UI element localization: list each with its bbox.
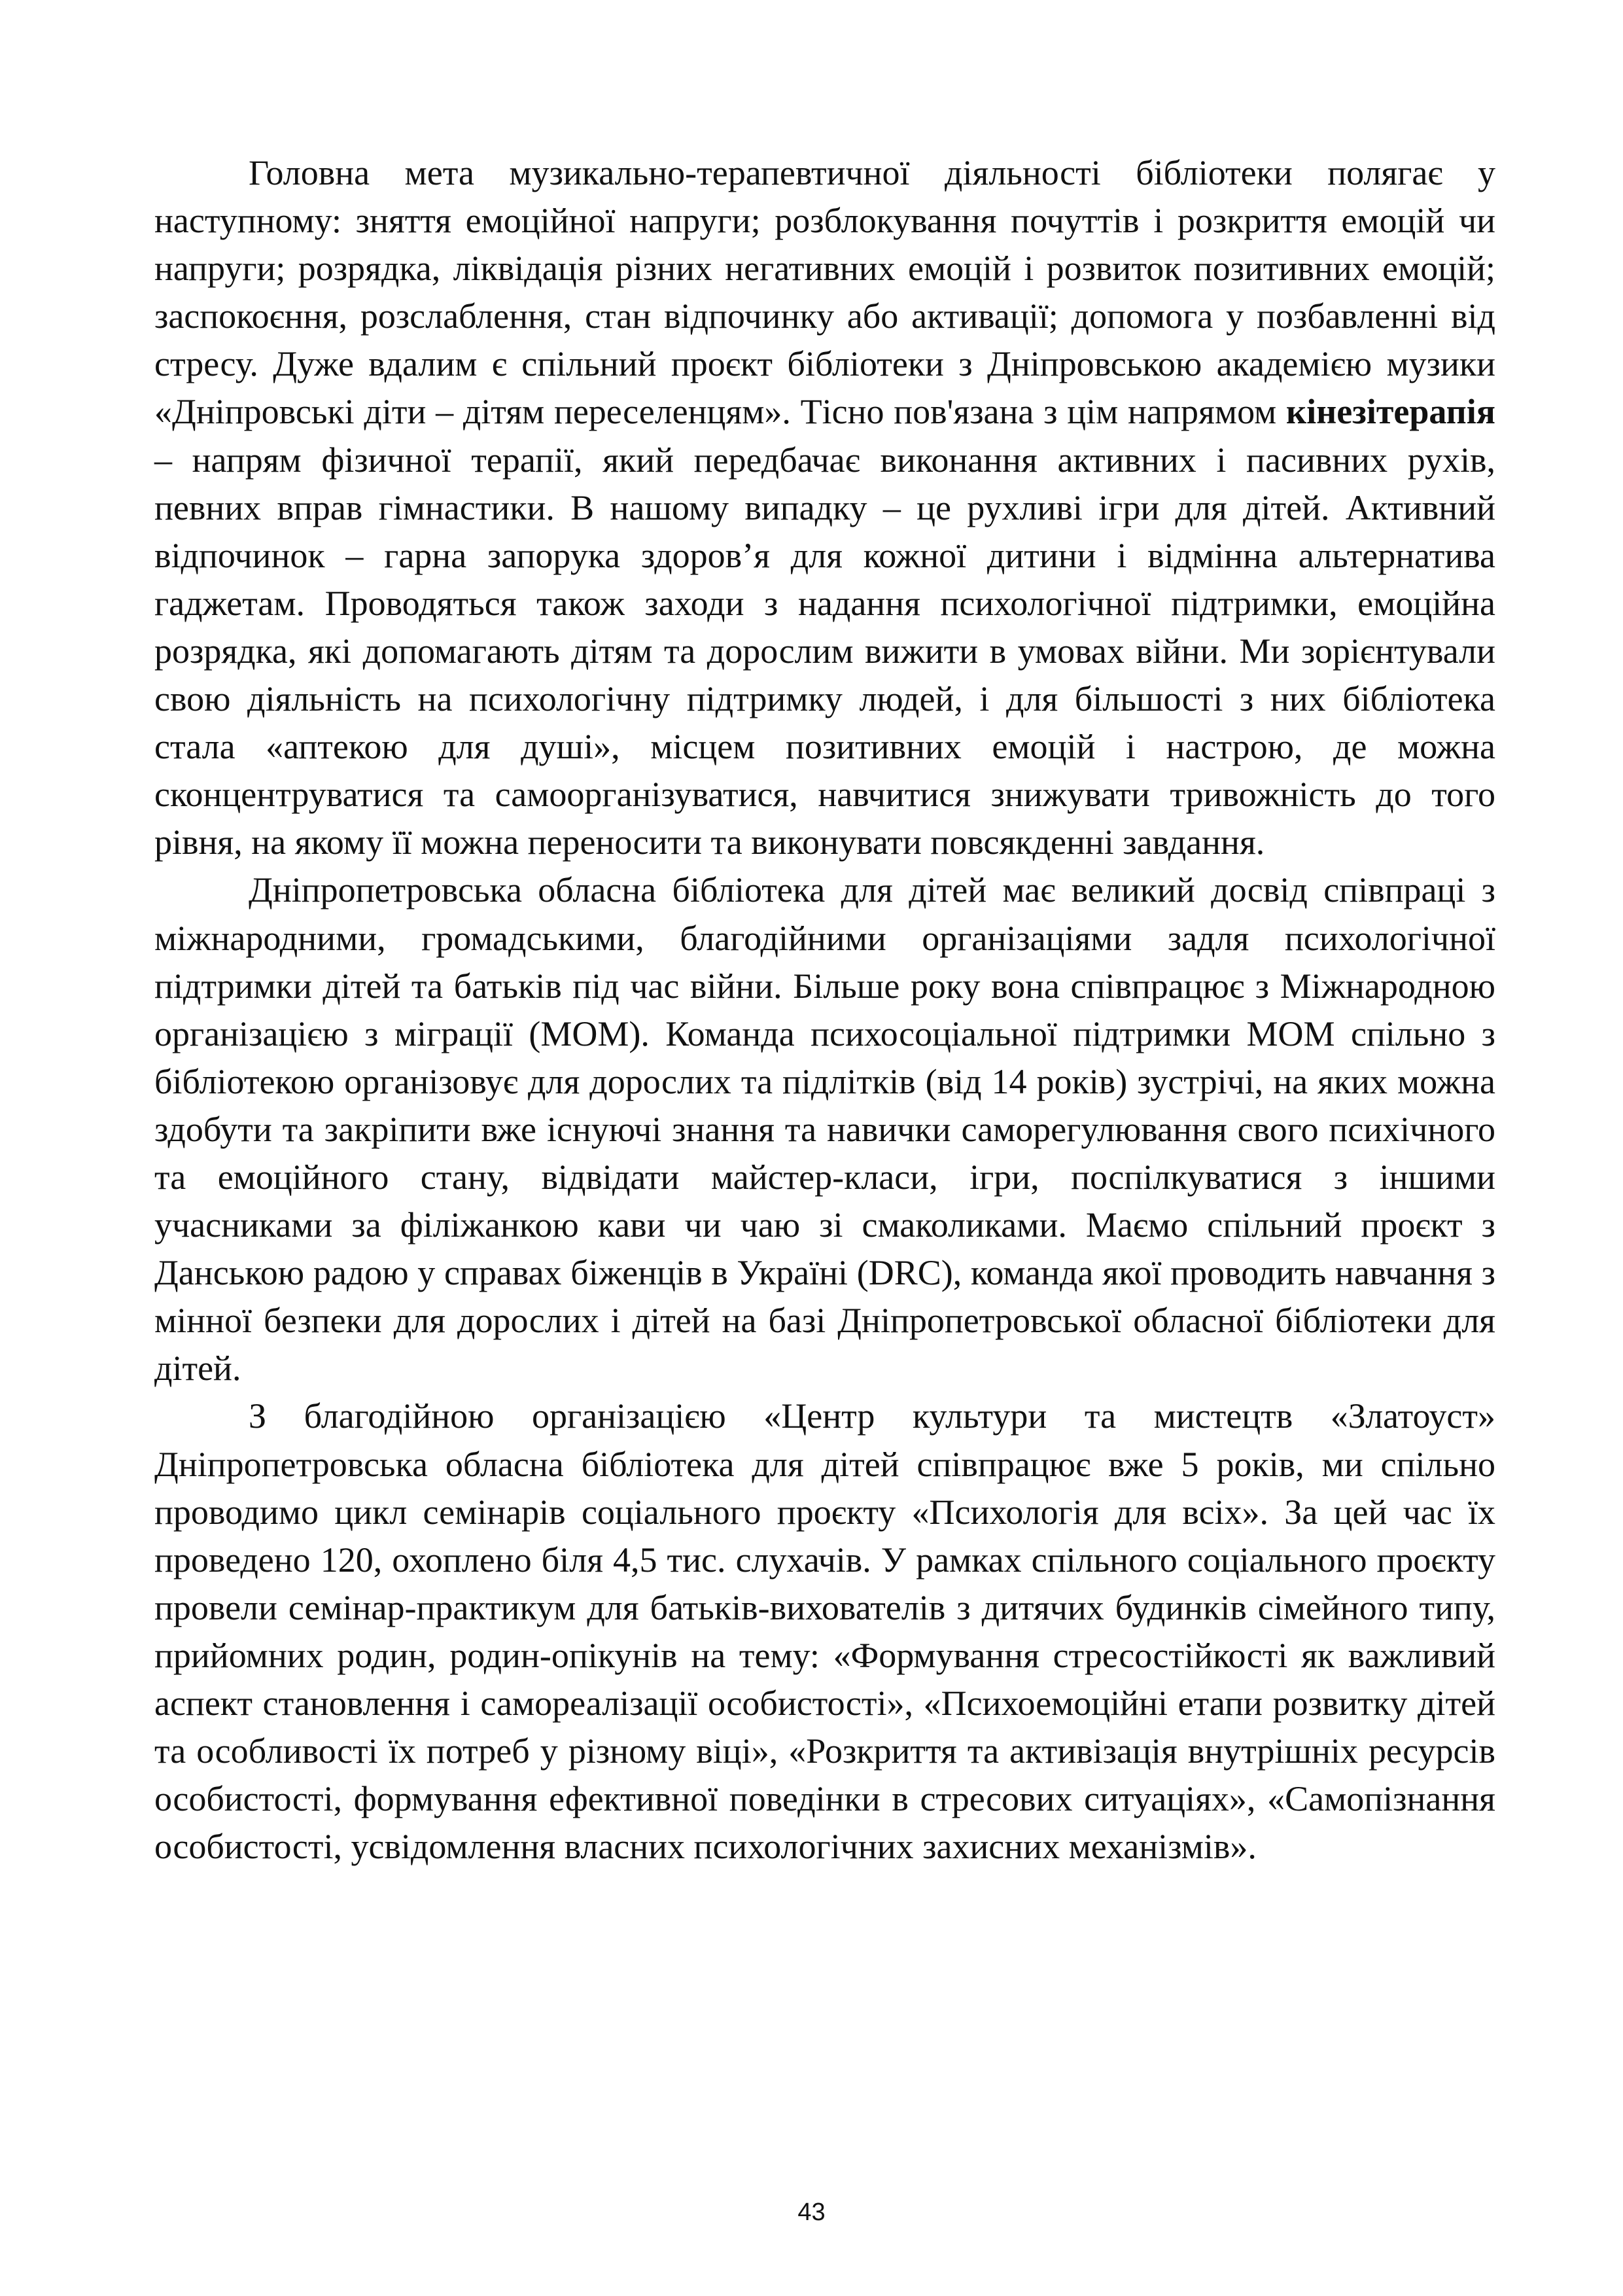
paragraph-text: – напрям фізичної терапії, який передбачає виконання активних і пасивних рухів, певних вправ гімнастики. В нашому випадку – це рухливі ігри для дітей. Активний відпочинок – гарна запорука здоров’я для кожної дитини і відмінна альтернатива гаджетам. Проводяться також заходи з надання психологічної підтримки, емоційна розрядка, які допомагають дітям та дорослим вижити в умовах війни. Ми зорієнтували свою діяльність на психологічну підтримку людей, і для більшості з них бібліотека стала «аптекою для душі», місцем позитивних емоцій і настрою, де можна сконцентруватися та самоорганізуватися, навчитися знижувати тривожність до того рівня, на якому її можна переносити та виконувати повсякденні завдання.: [154, 440, 1495, 862]
paragraph-text: Головна мета музикально-терапевтичної діяльності бібліотеки полягає у наступному: зняття емоційної напруги; розблокування почуттів і розкриття емоцій чи напруги; розрядка, ліквідація різних негативних емоцій і розвиток позитивних емоцій; заспокоєння, розслаблення, стан відпочинку або активації; допомога у позбавленні від стресу. Дуже вдалим є спільний проєкт бібліотеки з Дніпровською академією музики «Дніпровські діти – дітям переселенцям». Тісно пов'язана з цім напрямом: [154, 153, 1495, 432]
page-number: 43: [797, 2199, 826, 2226]
bold-term-kinesitherapy: кінезітерапія: [1285, 392, 1496, 432]
page-body: [154, 149, 1495, 1871]
paragraph-zlatoust-project: З благодійною організацією «Центр культури та мистецтв «Златоуст» Дніпропетровська обласна бібліотека для дітей співпрацює вже 5 років, ми спільно проводимо цикл семінарів соціального проєкту «Психологія для всіх». За цей час їх проведено 120, охоплено біля 4,5 тис. слухачів. У рамках спільного соціального проєкту провели семінар-практикум для батьків-вихователів з дитячих будинків сімейного типу, прийомних родин, родин-опікунів на тему: «Формування стресостійкості як важливий аспект становлення і самореалізації особистості», «Психоемоційні етапи розвитку дітей та особливості їх потреб у різному віці», «Розкриття та активізація внутрішніх ресурсів особистості, формування ефективної поведінки в стресових ситуаціях», «Самопізнання особистості, усвідомлення власних психологічних захисних механізмів».: [154, 1396, 1495, 1867]
paragraph-music-therapy: [154, 149, 1495, 866]
paragraph-partnerships: Дніпропетровська обласна бібліотека для дітей має великий досвід співпраці з міжнародними, громадськими, благодійними організаціями задля психологічної підтримки дітей та батьків під час війни. Більше року вона співпрацює з Міжнародною організацією з міграції (МОМ). Команда психосоціальної підтримки МОМ спільно з бібліотекою організовує для дорослих та підлітків (від 14 років) зустрічі, на яких можна здобути та закріпити вже існуючі знання та навички саморегулювання свого психічного та емоційного стану, відвідати майстер-класи, ігри, поспілкуватися з іншими учасниками за філіжанкою кави чи чаю зі смаколиками. Маємо спільний проєкт з Данською радою у справах біженців в Україні (DRC), команда якої проводить навчання з мінної безпеки для дорослих і дітей на базі Дніпропетровської обласної бібліотеки для дітей.: [154, 870, 1495, 1388]
